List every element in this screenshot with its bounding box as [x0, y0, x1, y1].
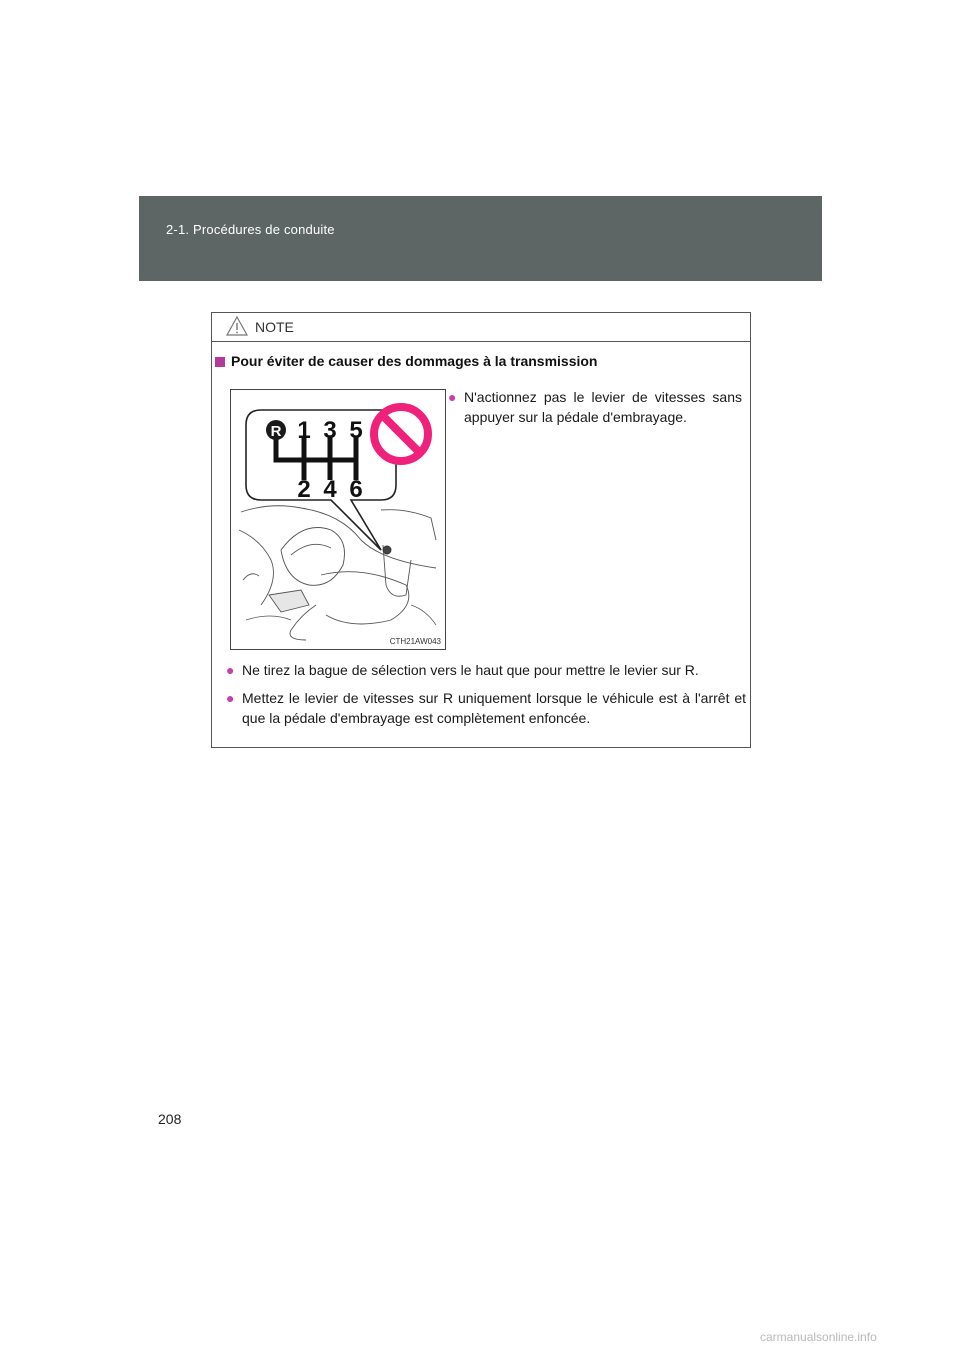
gear-6: 6 — [349, 476, 363, 503]
list-item: ● Ne tirez la bague de sélection vers le haut que pour mettre le levier sur R. — [226, 662, 699, 678]
gear-5: 5 — [349, 417, 363, 444]
figure-code: CTH21AW043 — [389, 637, 441, 646]
header-band — [139, 196, 822, 281]
gear-R: R — [270, 423, 282, 440]
prohibition-icon — [374, 407, 428, 461]
square-bullet-icon — [215, 357, 225, 367]
watermark: carmanualsonline.info — [760, 1330, 877, 1344]
bullet-icon: ● — [226, 662, 235, 678]
gear-4: 4 — [323, 476, 337, 503]
gear-2: 2 — [297, 476, 311, 503]
note-subheading: Pour éviter de causer des dommages à la transmission — [215, 353, 597, 369]
section-title: 2-1. Procédures de conduite — [166, 222, 335, 237]
note-label: NOTE — [255, 319, 294, 335]
note-box — [211, 312, 751, 748]
gearshift-illustration — [230, 389, 446, 650]
page-number: 208 — [158, 1111, 182, 1127]
warning-triangle-icon — [226, 316, 248, 336]
gear-1: 1 — [297, 417, 311, 444]
bullet-icon: ● — [226, 690, 235, 706]
car-interior-sketch — [239, 506, 436, 640]
note-header — [212, 313, 750, 342]
bullet-icon: ● — [448, 389, 457, 405]
gear-3: 3 — [323, 417, 337, 444]
list-item: ● N'actionnez pas le levier de vitesses sans appuyer sur la pédale d'embrayage. — [448, 389, 742, 425]
list-item: ● Mettez le levier de vitesses sur R uniquement lorsque le véhicule est à l'arrêt et que la pédale d'embrayage est complètement enfoncée. — [226, 690, 746, 726]
